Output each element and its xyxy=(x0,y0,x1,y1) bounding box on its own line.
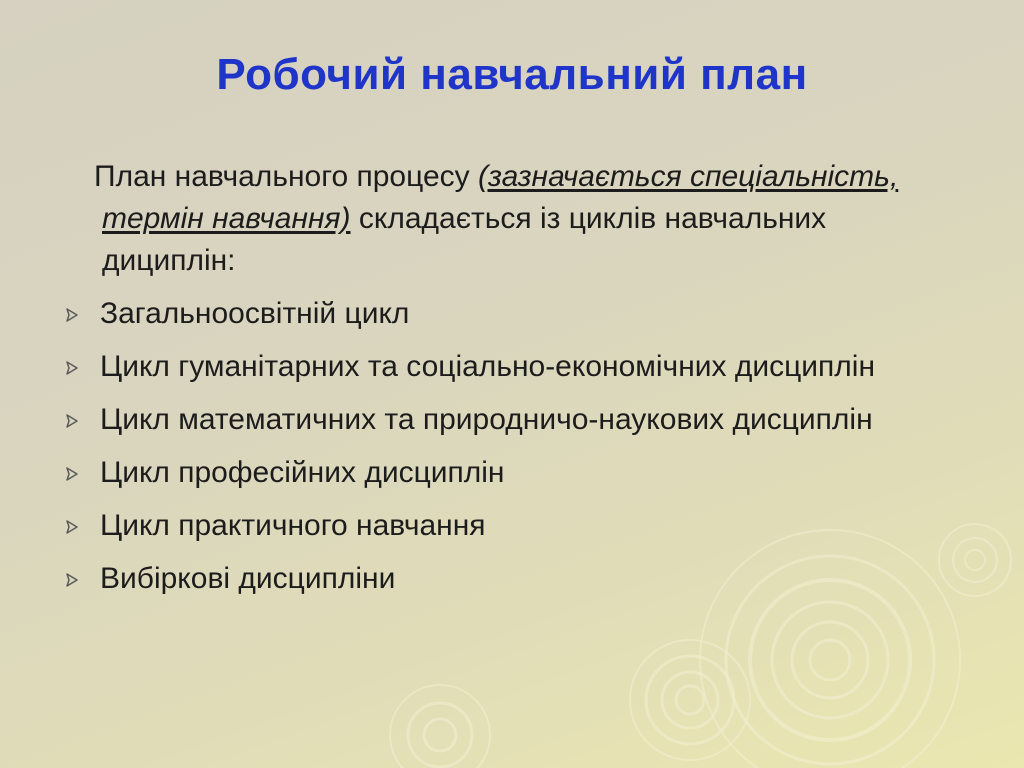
list-item xyxy=(0,453,900,493)
chevron-right-icon xyxy=(64,360,80,376)
chevron-right-icon xyxy=(64,519,80,535)
chevron-right-icon xyxy=(64,572,80,588)
chevron-right-icon xyxy=(64,413,80,429)
chevron-right-icon xyxy=(64,307,80,323)
chevron-right-icon xyxy=(64,466,80,482)
list-item-label: Вибіркові дисципліни xyxy=(100,562,396,595)
list-item xyxy=(0,347,900,387)
ripple-group-bottom xyxy=(390,685,490,768)
list-item-label: Цикл професійних дисциплін xyxy=(100,456,505,489)
list-item xyxy=(0,294,900,334)
list-item-label: Цикл практичного навчання xyxy=(100,509,486,542)
list-item-label: Загальноосвітній цикл xyxy=(100,297,410,330)
list-item xyxy=(0,506,900,546)
ripple-group-medium xyxy=(630,640,750,760)
intro-paragraph xyxy=(94,156,962,282)
intro-lead-text: План навчального процесу xyxy=(94,160,478,193)
list-item xyxy=(0,559,900,599)
cycle-list xyxy=(0,294,1024,612)
list-item-label: Цикл гуманітарних та соціально-економічних дисциплін xyxy=(100,350,876,383)
intro-note-text: (зазначається спеціальність, термін навчання) xyxy=(102,160,899,235)
list-item-label: Цикл математичних та природничо-наукових дисциплін xyxy=(100,403,873,436)
list-item xyxy=(0,400,900,440)
slide-title: Робочий навчальний план xyxy=(216,50,808,99)
intro-tail-text: складається із циклів навчальних дициплін: xyxy=(102,202,827,277)
